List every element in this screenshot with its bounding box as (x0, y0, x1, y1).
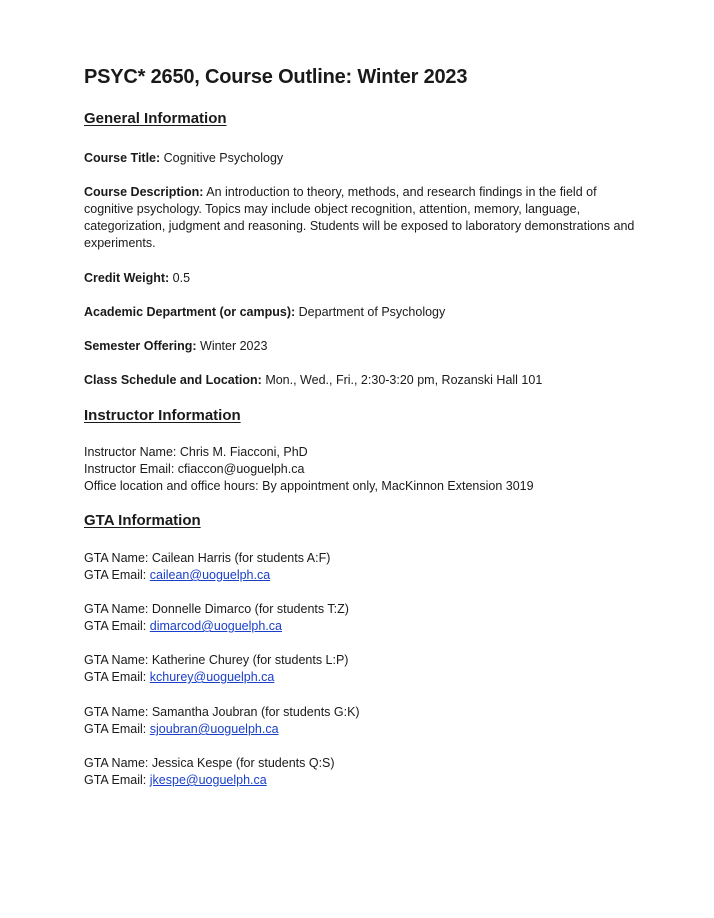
instructor-email: Instructor Email: cfiaccon@uoguelph.ca (84, 462, 305, 476)
gta-email-link[interactable]: cailean@uoguelph.ca (149, 568, 271, 582)
gta-email-link[interactable]: sjoubran@uoguelph.ca (149, 722, 279, 736)
instructor-office: Office location and office hours: By appointment only, MacKinnon Extension 3019 (84, 479, 534, 493)
course-description-label: Course Description: (84, 185, 204, 199)
schedule-value: Mon., Wed., Fri., 2:30-3:20 pm, Rozanski Hall 101 (265, 373, 543, 387)
credit-weight-row (84, 270, 190, 287)
credit-weight-value: 0.5 (172, 271, 191, 285)
gta-email-prefix: GTA Email: (84, 773, 150, 787)
gta-name-value: Cailean Harris (for students A:F) (151, 551, 331, 565)
gta-email-prefix: GTA Email: (84, 722, 150, 736)
gta-email (84, 618, 282, 635)
semester-value: Winter 2023 (200, 339, 268, 353)
gta-email (84, 772, 267, 789)
gta-information-heading: GTA Information (84, 512, 201, 529)
page-title: PSYC* 2650, Course Outline: Winter 2023 (84, 66, 468, 88)
gta-email-link[interactable]: kchurey@uoguelph.ca (149, 670, 275, 684)
gta-name-prefix: GTA Name: (84, 705, 152, 719)
instructor-name: Instructor Name: Chris M. Fiacconi, PhD (84, 445, 308, 459)
gta-name-value: Samantha Joubran (for students G:K) (151, 705, 360, 719)
course-title-label: Course Title: (84, 151, 161, 165)
gta-name (84, 652, 348, 669)
course-description-value: An introduction to theory, methods, and research findings in the field of cognitive psychology. Topics may include object recognition, attention, memory, language, categorization, judgment and reasoning. Students will be exposed to laboratory demonstrations and experiments. (84, 185, 635, 250)
gta-name-value: Jessica Kespe (for students Q:S) (151, 756, 335, 770)
gta-email (84, 567, 270, 584)
credit-weight-label: Credit Weight: (84, 271, 170, 285)
gta-name-prefix: GTA Name: (84, 756, 152, 770)
gta-name-value: Katherine Churey (for students L:P) (151, 653, 349, 667)
gta-name-value: Donnelle Dimarco (for students T:Z) (151, 602, 349, 616)
gta-email (84, 669, 274, 686)
gta-name (84, 550, 330, 567)
gta-name (84, 755, 335, 772)
gta-email-prefix: GTA Email: (84, 568, 150, 582)
course-title-value: Cognitive Psychology (163, 151, 284, 165)
gta-email-prefix: GTA Email: (84, 619, 150, 633)
gta-email-link[interactable]: dimarcod@uoguelph.ca (149, 619, 282, 633)
department-row (84, 304, 445, 321)
gta-name-prefix: GTA Name: (84, 551, 152, 565)
course-title-row (84, 150, 283, 167)
gta-name (84, 601, 349, 618)
general-information-heading: General Information (84, 110, 227, 127)
schedule-label: Class Schedule and Location: (84, 373, 262, 387)
department-label: Academic Department (or campus): (84, 305, 296, 319)
course-description-row (84, 184, 640, 252)
schedule-row (84, 372, 542, 389)
gta-email (84, 721, 279, 738)
semester-label: Semester Offering: (84, 339, 197, 353)
gta-name-prefix: GTA Name: (84, 602, 152, 616)
gta-name (84, 704, 360, 721)
gta-email-prefix: GTA Email: (84, 670, 150, 684)
gta-email-link[interactable]: jkespe@uoguelph.ca (149, 773, 267, 787)
gta-name-prefix: GTA Name: (84, 653, 152, 667)
instructor-information-heading: Instructor Information (84, 407, 241, 424)
department-value: Department of Psychology (298, 305, 446, 319)
semester-row (84, 338, 267, 355)
